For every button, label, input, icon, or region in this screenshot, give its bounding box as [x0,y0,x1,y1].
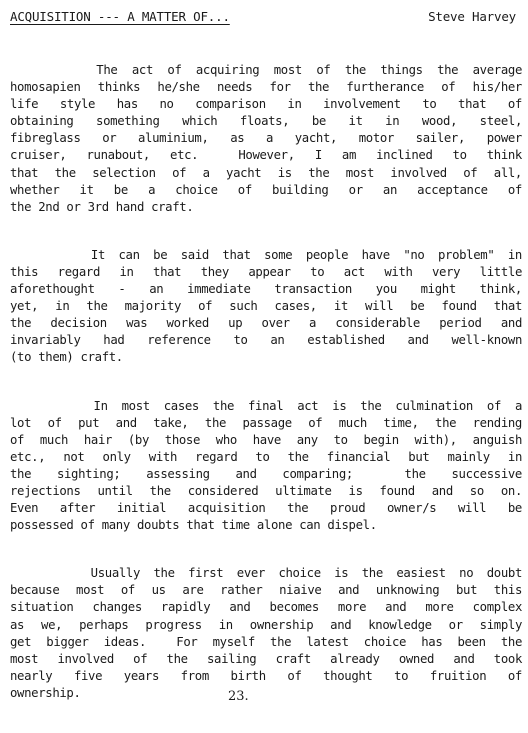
text-line: the decision was worked up over a considerable period and [10,316,522,331]
paragraph [10,398,522,535]
text-line: fibreglass or aluminium, as a yacht, motor sailer, power [10,131,522,146]
text-line: yet, in the majority of such cases, it will be found that [10,299,522,314]
text-line: nearly five years from birth of thought to fruition of [10,668,522,683]
text-line: etc., not only with regard to the financial but mainly in [10,449,522,464]
text-line: because most of us are rather niaive and unknowing but this [10,583,522,598]
text-line: cruiser, runabout, etc. However, I am inclined to think [10,148,522,163]
paragraph [10,247,522,367]
text-line: as we, perhaps progress in ownership and knowledge or simply [10,617,522,632]
text-line: obtaining something which floats, be it in wood, steel, [10,114,522,129]
text-line: situation changes rapidly and becomes more and more complex [10,600,522,615]
text-line: In most cases the final act is the culmination of a [10,398,522,413]
text-line: the sighting; assessing and comparing; the successive [10,466,522,481]
text-line: whether it be a choice of building or an acceptance of [10,182,522,197]
text-line: aforethought - an immediate transaction you might think, [10,282,522,297]
article-body [10,62,522,733]
text-line: of much hair (by those who have any to begin with), anguish [10,432,522,447]
paragraph [10,62,522,216]
text-line: possessed of many doubts that time alone can dispel. [10,518,377,533]
text-line: rejections until the considered ultimate is found and so on. [10,483,522,498]
text-line: Usually the first ever choice is the easiest no doubt [10,566,522,581]
paragraph [10,565,522,702]
text-line: get bigger ideas. For myself the latest choice has been the [10,634,522,649]
article-title: ACQUISITION --- A MATTER OF... [10,9,230,24]
page-number: 23. [228,689,249,704]
text-line: It can be said that some people have "no problem" in [10,247,522,262]
text-line: The act of acquiring most of the things the average [10,63,522,77]
text-line: most involved of the sailing craft already owned and took [10,651,522,666]
author-name: Steve Harvey [428,9,516,24]
page-header [10,9,516,29]
text-line: Even after initial acquisition the proud owner/s will be [10,501,522,516]
text-line: that the selection of a yacht is the most involved of all, [10,165,522,180]
text-line: this regard in that they appear to act with very little [10,264,522,279]
text-line: lot of put and take, the passage of much time, the rending [10,415,522,430]
text-line: (to them) craft. [10,350,123,365]
text-line: ownership. [10,685,81,700]
text-line: invariably had reference to an established and well-known [10,333,522,348]
text-line: life style has no comparison in involvement to that of [10,97,522,112]
text-line: homosapien thinks he/she needs for the furtherance of his/her [10,80,522,95]
text-line: the 2nd or 3rd hand craft. [10,199,194,214]
